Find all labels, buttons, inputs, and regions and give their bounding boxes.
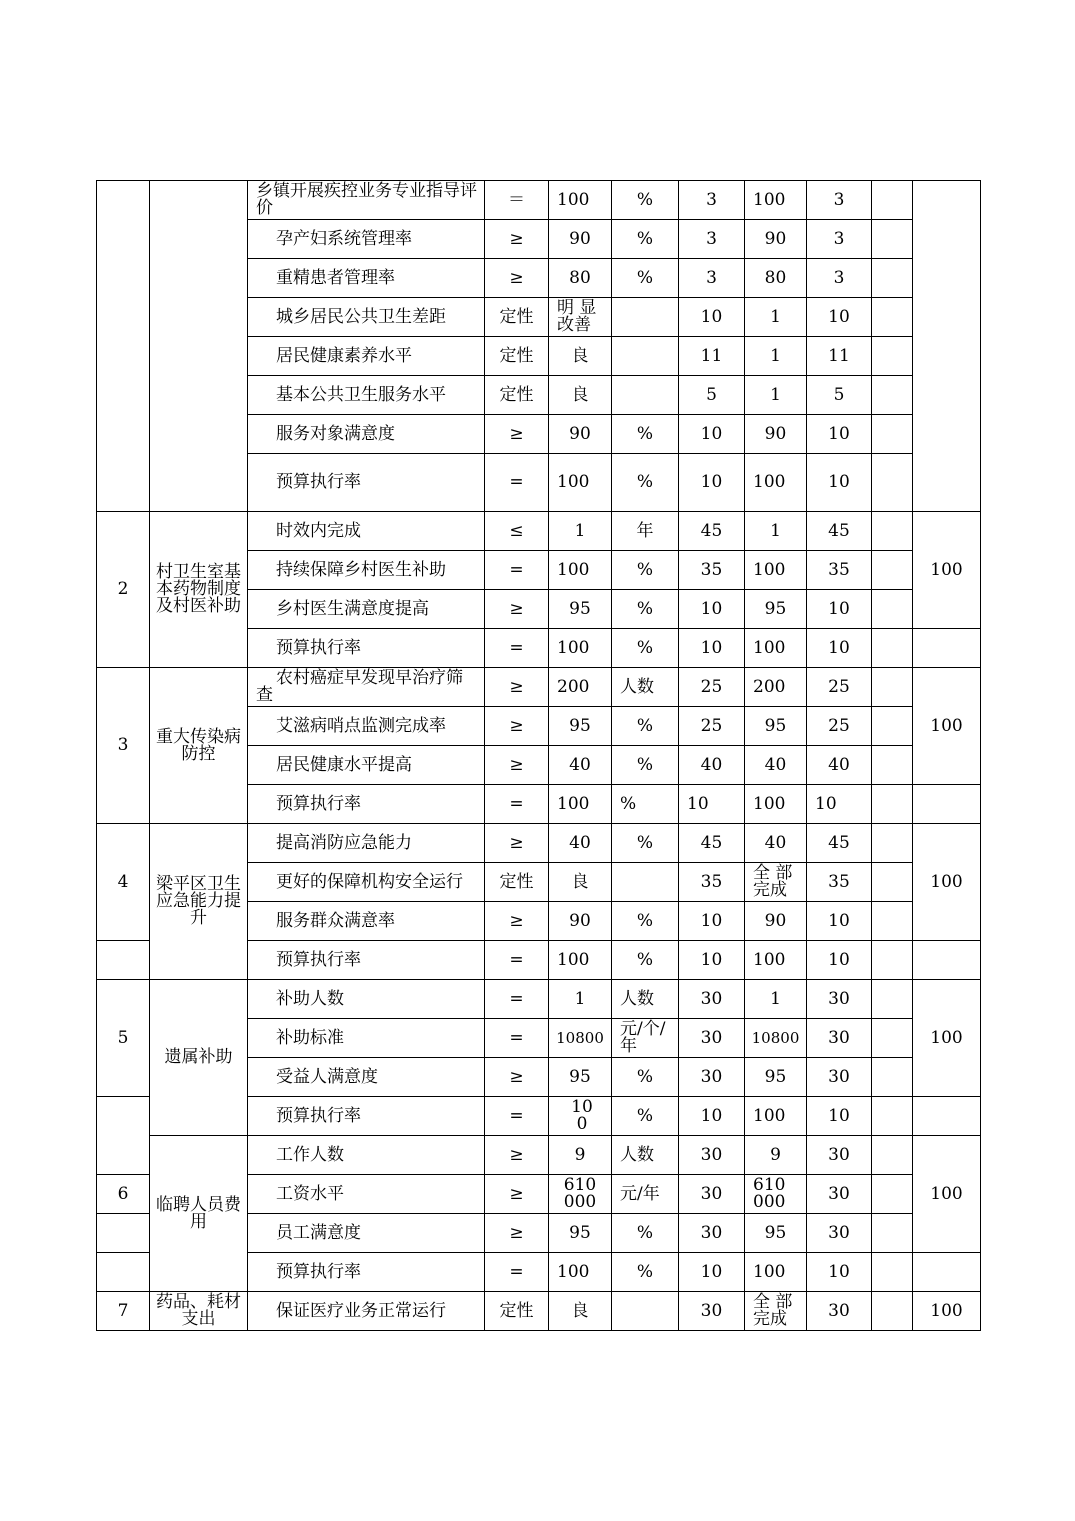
- note-cell: [872, 1097, 913, 1136]
- note-cell: [872, 746, 913, 785]
- actual-cell: 95: [745, 1214, 807, 1253]
- operator-cell: ≤: [485, 512, 549, 551]
- unit-cell: %: [612, 259, 679, 298]
- target-cell: 1: [549, 980, 612, 1019]
- total-cell: 100: [913, 1292, 981, 1331]
- operator-cell: 定性: [485, 298, 549, 337]
- actual-cell: 90: [745, 902, 807, 941]
- actual-cell: 1: [745, 512, 807, 551]
- unit-cell: %: [612, 629, 679, 668]
- operator-cell: ≥: [485, 1058, 549, 1097]
- actual-cell: 100: [745, 1253, 807, 1292]
- project-number-cell: [97, 941, 150, 980]
- note-cell: [872, 259, 913, 298]
- actual-cell: 1: [745, 980, 807, 1019]
- operator-cell: ≥: [485, 590, 549, 629]
- note-cell: [872, 785, 913, 824]
- operator-cell: =: [485, 1019, 549, 1058]
- score-cell: 10: [807, 902, 872, 941]
- indicator-cell: 预算执行率: [248, 629, 485, 668]
- indicator-cell: 工作人数: [248, 1136, 485, 1175]
- weight-cell: 11: [679, 337, 745, 376]
- operator-cell: ≥: [485, 415, 549, 454]
- target-cell: 610000: [549, 1175, 612, 1214]
- total-cell: 100: [913, 1136, 981, 1253]
- operator-cell: =: [485, 1253, 549, 1292]
- note-cell: [872, 629, 913, 668]
- actual-cell: 10800: [745, 1019, 807, 1058]
- unit-cell: [612, 863, 679, 902]
- unit-cell: 年: [612, 512, 679, 551]
- score-cell: 10: [807, 1253, 872, 1292]
- unit-cell: 人数: [612, 980, 679, 1019]
- unit-cell: %: [612, 1214, 679, 1253]
- weight-cell: 30: [679, 1292, 745, 1331]
- operator-cell: =: [485, 1097, 549, 1136]
- performance-evaluation-table: [96, 180, 981, 1331]
- weight-cell: 30: [679, 1019, 745, 1058]
- weight-cell: 30: [679, 1058, 745, 1097]
- indicator-cell: 基本公共卫生服务水平: [248, 376, 485, 415]
- unit-cell: %: [612, 415, 679, 454]
- weight-cell: 10: [679, 415, 745, 454]
- indicator-cell: 持续保障乡村医生补助: [248, 551, 485, 590]
- indicator-cell: 预算执行率: [248, 785, 485, 824]
- actual-cell: 100: [745, 941, 807, 980]
- weight-cell: 10: [679, 454, 745, 512]
- operator-cell: =: [485, 629, 549, 668]
- total-cell: [913, 1097, 981, 1136]
- note-cell: [872, 863, 913, 902]
- project-number-cell: 4: [97, 824, 150, 941]
- note-cell: [872, 551, 913, 590]
- score-cell: 11: [807, 337, 872, 376]
- total-cell: [913, 181, 981, 512]
- weight-cell: 10: [679, 1097, 745, 1136]
- weight-cell: 10: [679, 629, 745, 668]
- unit-cell: %: [612, 220, 679, 259]
- note-cell: [872, 337, 913, 376]
- total-cell: [913, 941, 981, 980]
- total-cell: 100: [913, 824, 981, 941]
- project-number-cell: 5: [97, 980, 150, 1097]
- actual-cell: 90: [745, 220, 807, 259]
- project-number-cell: 6: [97, 1175, 150, 1214]
- actual-cell: 全 部 完成: [745, 863, 807, 902]
- project-number-cell: 7: [97, 1292, 150, 1331]
- weight-cell: 30: [679, 1175, 745, 1214]
- score-cell: 10: [807, 785, 872, 824]
- project-name-cell: 临聘人员费用: [150, 1136, 248, 1292]
- actual-cell: 200: [745, 668, 807, 707]
- weight-cell: 10: [679, 1253, 745, 1292]
- operator-cell: ≥: [485, 259, 549, 298]
- target-cell: 80: [549, 259, 612, 298]
- actual-cell: 100: [745, 181, 807, 220]
- score-cell: 40: [807, 746, 872, 785]
- operator-cell: =: [485, 941, 549, 980]
- score-cell: 5: [807, 376, 872, 415]
- target-cell: 40: [549, 824, 612, 863]
- weight-cell: 45: [679, 512, 745, 551]
- indicator-cell: 乡村医生满意度提高: [248, 590, 485, 629]
- indicator-cell: 居民健康水平提高: [248, 746, 485, 785]
- score-cell: 3: [807, 259, 872, 298]
- actual-cell: 95: [745, 590, 807, 629]
- table-row: [97, 181, 981, 220]
- score-cell: 30: [807, 1058, 872, 1097]
- project-name-cell: 遗属补助: [150, 980, 248, 1136]
- weight-cell: 30: [679, 980, 745, 1019]
- note-cell: [872, 415, 913, 454]
- unit-cell: [612, 298, 679, 337]
- actual-cell: 100: [745, 629, 807, 668]
- indicator-cell: 艾滋病哨点监测完成率: [248, 707, 485, 746]
- operator-cell: ≥: [485, 707, 549, 746]
- unit-cell: %: [612, 1253, 679, 1292]
- unit-cell: %: [612, 824, 679, 863]
- indicator-cell: 重精患者管理率: [248, 259, 485, 298]
- weight-cell: 10: [679, 902, 745, 941]
- note-cell: [872, 1175, 913, 1214]
- weight-cell: 35: [679, 863, 745, 902]
- target-cell: 90: [549, 415, 612, 454]
- operator-cell: ≥: [485, 746, 549, 785]
- total-cell: [913, 1253, 981, 1292]
- weight-cell: 30: [679, 1214, 745, 1253]
- target-cell: 100: [549, 629, 612, 668]
- unit-cell: %: [612, 1058, 679, 1097]
- table-row: [97, 824, 981, 863]
- table-row: [97, 1292, 981, 1331]
- indicator-cell: 更好的保障机构安全运行: [248, 863, 485, 902]
- operator-cell: ≥: [485, 220, 549, 259]
- actual-cell: 1: [745, 337, 807, 376]
- unit-cell: %: [612, 902, 679, 941]
- indicator-cell: 孕产妇系统管理率: [248, 220, 485, 259]
- note-cell: [872, 590, 913, 629]
- note-cell: [872, 1019, 913, 1058]
- indicator-cell: 员工满意度: [248, 1214, 485, 1253]
- project-number-cell: [97, 181, 150, 512]
- note-cell: [872, 512, 913, 551]
- project-number-cell: 2: [97, 512, 150, 668]
- note-cell: [872, 902, 913, 941]
- score-cell: 3: [807, 220, 872, 259]
- actual-cell: 610000: [745, 1175, 807, 1214]
- indicator-cell: 城乡居民公共卫生差距: [248, 298, 485, 337]
- weight-cell: 35: [679, 551, 745, 590]
- project-name-cell: 重大传染病防控: [150, 668, 248, 824]
- score-cell: 10: [807, 941, 872, 980]
- score-cell: 35: [807, 551, 872, 590]
- note-cell: [872, 980, 913, 1019]
- unit-cell: [612, 376, 679, 415]
- unit-cell: [612, 337, 679, 376]
- note-cell: [872, 1253, 913, 1292]
- total-cell: [913, 785, 981, 824]
- weight-cell: 10: [679, 590, 745, 629]
- unit-cell: %: [612, 707, 679, 746]
- project-number-cell: [97, 1214, 150, 1253]
- unit-cell: 元/个/年: [612, 1019, 679, 1058]
- unit-cell: %: [612, 785, 679, 824]
- unit-cell: %: [612, 1097, 679, 1136]
- operator-cell: =: [485, 454, 549, 512]
- project-name-cell: 梁平区卫生应急能力提升: [150, 824, 248, 980]
- operator-cell: 定性: [485, 337, 549, 376]
- score-cell: 45: [807, 512, 872, 551]
- unit-cell: %: [612, 746, 679, 785]
- operator-cell: =: [485, 980, 549, 1019]
- target-cell: 明 显 改善: [549, 298, 612, 337]
- actual-cell: 100: [745, 551, 807, 590]
- actual-cell: 全 部 完成: [745, 1292, 807, 1331]
- indicator-cell: 乡镇开展疾控业务专业指导评价: [248, 181, 485, 220]
- table-row: [97, 668, 981, 707]
- unit-cell: 人数: [612, 1136, 679, 1175]
- target-cell: 100: [549, 454, 612, 512]
- indicator-cell: 服务对象满意度: [248, 415, 485, 454]
- target-cell: 100: [549, 551, 612, 590]
- target-cell: 100: [549, 181, 612, 220]
- unit-cell: %: [612, 181, 679, 220]
- indicator-cell: 受益人满意度: [248, 1058, 485, 1097]
- indicator-cell: 补助人数: [248, 980, 485, 1019]
- operator-cell: ≥: [485, 1175, 549, 1214]
- score-cell: 10: [807, 298, 872, 337]
- operator-cell: ≥: [485, 902, 549, 941]
- note-cell: [872, 824, 913, 863]
- project-number-cell: [97, 1097, 150, 1175]
- indicator-cell: 预算执行率: [248, 1097, 485, 1136]
- project-number-cell: 3: [97, 668, 150, 824]
- score-cell: 30: [807, 1019, 872, 1058]
- target-cell: 100: [549, 1253, 612, 1292]
- weight-cell: 5: [679, 376, 745, 415]
- score-cell: 10: [807, 590, 872, 629]
- target-cell: 9: [549, 1136, 612, 1175]
- table-row: [97, 1136, 981, 1175]
- target-cell: 良: [549, 337, 612, 376]
- actual-cell: 100: [745, 785, 807, 824]
- operator-cell: 定性: [485, 863, 549, 902]
- actual-cell: 100: [745, 454, 807, 512]
- actual-cell: 95: [745, 707, 807, 746]
- total-cell: 100: [913, 512, 981, 629]
- indicator-cell: 提高消防应急能力: [248, 824, 485, 863]
- total-cell: 100: [913, 980, 981, 1097]
- note-cell: [872, 707, 913, 746]
- target-cell: 良: [549, 863, 612, 902]
- indicator-cell: 预算执行率: [248, 1253, 485, 1292]
- indicator-cell: 服务群众满意率: [248, 902, 485, 941]
- target-cell: 200: [549, 668, 612, 707]
- actual-cell: 90: [745, 415, 807, 454]
- score-cell: 10: [807, 1097, 872, 1136]
- target-cell: 良: [549, 1292, 612, 1331]
- actual-cell: 80: [745, 259, 807, 298]
- score-cell: 10: [807, 629, 872, 668]
- note-cell: [872, 668, 913, 707]
- weight-cell: 3: [679, 220, 745, 259]
- actual-cell: 9: [745, 1136, 807, 1175]
- target-cell: 90: [549, 220, 612, 259]
- target-cell: 95: [549, 1214, 612, 1253]
- target-cell: 1: [549, 512, 612, 551]
- note-cell: [872, 454, 913, 512]
- score-cell: 35: [807, 863, 872, 902]
- weight-cell: 3: [679, 181, 745, 220]
- score-cell: 30: [807, 1175, 872, 1214]
- actual-cell: 1: [745, 298, 807, 337]
- operator-cell: ≥: [485, 824, 549, 863]
- unit-cell: %: [612, 454, 679, 512]
- note-cell: [872, 376, 913, 415]
- weight-cell: 10: [679, 298, 745, 337]
- actual-cell: 100: [745, 1097, 807, 1136]
- operator-cell: 定性: [485, 1292, 549, 1331]
- operator-cell: ≥: [485, 668, 549, 707]
- project-number-cell: [97, 1253, 150, 1292]
- actual-cell: 95: [745, 1058, 807, 1097]
- weight-cell: 30: [679, 1136, 745, 1175]
- indicator-cell: 居民健康素养水平: [248, 337, 485, 376]
- weight-cell: 45: [679, 824, 745, 863]
- table-row: [97, 512, 981, 551]
- score-cell: 25: [807, 707, 872, 746]
- score-cell: 25: [807, 668, 872, 707]
- unit-cell: %: [612, 590, 679, 629]
- note-cell: [872, 1058, 913, 1097]
- indicator-cell: 工资水平: [248, 1175, 485, 1214]
- indicator-cell: 预算执行率: [248, 941, 485, 980]
- score-cell: 30: [807, 1136, 872, 1175]
- unit-cell: %: [612, 941, 679, 980]
- score-cell: 30: [807, 980, 872, 1019]
- indicator-cell: 时效内完成: [248, 512, 485, 551]
- actual-cell: 40: [745, 824, 807, 863]
- operator-cell: =: [485, 785, 549, 824]
- target-cell: 95: [549, 707, 612, 746]
- target-cell: 40: [549, 746, 612, 785]
- weight-cell: 40: [679, 746, 745, 785]
- table-row: [97, 980, 981, 1019]
- target-cell: 100: [549, 1097, 612, 1136]
- score-cell: 10: [807, 454, 872, 512]
- indicator-cell: 保证医疗业务正常运行: [248, 1292, 485, 1331]
- project-name-cell: [150, 181, 248, 512]
- note-cell: [872, 298, 913, 337]
- operator-cell: ≥: [485, 1136, 549, 1175]
- note-cell: [872, 1292, 913, 1331]
- total-cell: 100: [913, 668, 981, 785]
- unit-cell: 元/年: [612, 1175, 679, 1214]
- total-cell: [913, 629, 981, 668]
- project-name-cell: 村卫生室基本药物制度及村医补助: [150, 512, 248, 668]
- note-cell: [872, 941, 913, 980]
- operator-cell: ＝: [485, 181, 549, 220]
- target-cell: 95: [549, 1058, 612, 1097]
- target-cell: 10800: [549, 1019, 612, 1058]
- actual-cell: 40: [745, 746, 807, 785]
- note-cell: [872, 1214, 913, 1253]
- indicator-cell: 补助标准: [248, 1019, 485, 1058]
- score-cell: 45: [807, 824, 872, 863]
- weight-cell: 10: [679, 941, 745, 980]
- unit-cell: 人数: [612, 668, 679, 707]
- weight-cell: 25: [679, 668, 745, 707]
- target-cell: 良: [549, 376, 612, 415]
- operator-cell: ≥: [485, 1214, 549, 1253]
- note-cell: [872, 181, 913, 220]
- target-cell: 90: [549, 902, 612, 941]
- indicator-cell: 农村癌症早发现早治疗筛查: [248, 668, 485, 707]
- project-name-cell: 药品、耗材支出: [150, 1292, 248, 1331]
- target-cell: 100: [549, 785, 612, 824]
- score-cell: 30: [807, 1292, 872, 1331]
- weight-cell: 25: [679, 707, 745, 746]
- score-cell: 30: [807, 1214, 872, 1253]
- score-cell: 10: [807, 415, 872, 454]
- unit-cell: %: [612, 551, 679, 590]
- weight-cell: 3: [679, 259, 745, 298]
- indicator-cell: 预算执行率: [248, 454, 485, 512]
- actual-cell: 1: [745, 376, 807, 415]
- target-cell: 100: [549, 941, 612, 980]
- operator-cell: =: [485, 551, 549, 590]
- weight-cell: 10: [679, 785, 745, 824]
- note-cell: [872, 1136, 913, 1175]
- target-cell: 95: [549, 590, 612, 629]
- operator-cell: 定性: [485, 376, 549, 415]
- unit-cell: [612, 1292, 679, 1331]
- score-cell: 3: [807, 181, 872, 220]
- note-cell: [872, 220, 913, 259]
